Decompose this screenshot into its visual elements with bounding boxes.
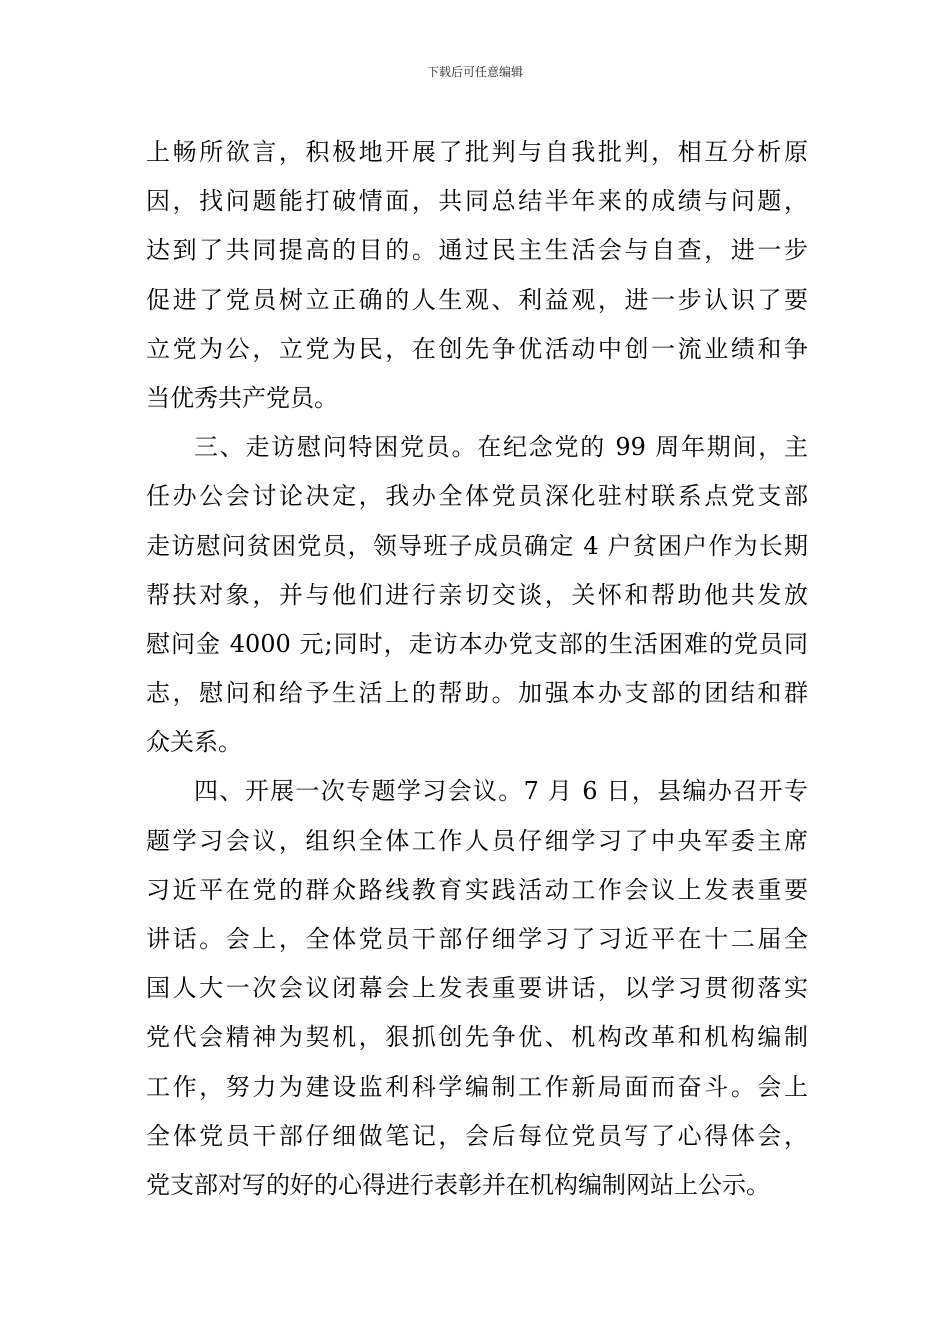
text-line: 题学习会议，组织全体工作人员仔细学习了中央军委主席 [146,826,808,855]
page-header: 下载后可任意编辑 [426,65,523,79]
text-line: 党代会精神为契机，狠抓创先争优、机构改革和机构编制 [146,1023,808,1052]
text-line: 众关系。 [146,728,242,757]
text-line: 全体党员干部仔细做笔记，会后每位党员写了心得体会， [146,1121,808,1150]
text-line: 任办公会讨论决定，我办全体党员深化驻村联系点党支部 [146,482,808,511]
text-line: 慰问金 4000 元;同时，走访本办党支部的生活困难的党员同 [146,629,808,658]
text-line: 讲话。会上，全体党员干部仔细学习了习近平在十二届全 [146,925,808,953]
text-line: 达到了共同提高的目的。通过民主生活会与自查，进一步 [146,236,808,265]
body-text [146,128,808,1210]
text-line: 四、开展一次专题学习会议。7 月 6 日，县编办召开专 [194,777,808,806]
text-line: 因，找问题能打破情面，共同总结半年来的成绩与问题， [146,187,808,216]
text-line: 走访慰问贫困党员，领导班子成员确定 4 户贫困户作为长期 [146,531,808,560]
text-line: 帮扶对象，并与他们进行亲切交谈，关怀和帮助他共发放 [146,580,808,609]
text-line: 三、走访慰问特困党员。在纪念党的 99 周年期间，主 [194,433,808,462]
text-line: 立党为公，立党为民，在创先争优活动中创一流业绩和争 [146,334,808,363]
text-line: 志，慰问和给予生活上的帮助。加强本办支部的团结和群 [146,679,808,708]
text-line: 习近平在党的群众路线教育实践活动工作会议上发表重要 [146,875,808,904]
text-line: 国人大一次会议闭幕会上发表重要讲话，以学习贯彻落实 [146,974,808,1003]
text-line: 当优秀共产党员。 [146,383,338,412]
text-line: 工作，努力为建设监利科学编制工作新局面而奋斗。会上 [146,1072,808,1101]
text-line: 促进了党员树立正确的人生观、利益观，进一步认识了要 [146,285,808,314]
text-line: 上畅所欲言，积极地开展了批判与自我批判，相互分析原 [146,138,808,166]
text-line: 党支部对写的好的心得进行表彰并在机构编制网站上公示。 [146,1170,770,1199]
